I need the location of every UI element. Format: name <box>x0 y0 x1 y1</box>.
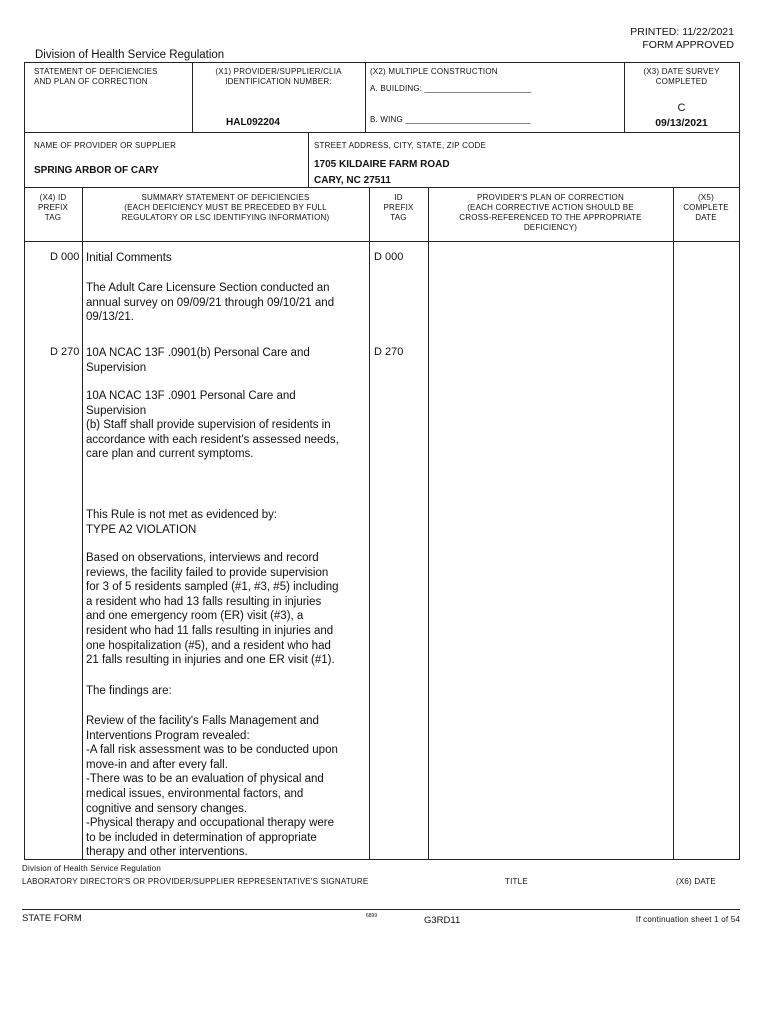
footer-top-border <box>24 859 740 860</box>
findings-summary: Based on observations, interviews and record reviews, the facility failed to provide supervision for 3 of 5 residents sampled (#1, #3, #5) including a resident who had 13 falls resulting in injuries and one emergency room (ER) visit (#3), a resident who had 11 falls resulting in injuries and one hospitalization (#5), and a resident who had 21 falls resulting in injuries and one ER visit (#1). <box>86 552 339 667</box>
survey-date: 09/13/2021 <box>655 117 708 129</box>
survey-code: C <box>677 102 686 114</box>
x3-label: (X3) DATE SURVEY COMPLETED <box>643 67 720 86</box>
rule-heading: 10A NCAC 13F .0901(b) Personal Care and Supervision <box>86 347 310 374</box>
falls-program-paragraph: Review of the facility's Falls Management and Interventions Program revealed: -A fall risk assessment was to be conducted upon move-in and after every fall. -There was to be an evaluation of physical and medical issues, environmental factors, and cognitive and sensory changes. -Physical therapy and occupational therapy were to be included in determination of appropriate therapy and other interventions. <box>86 715 338 859</box>
findings-heading: The findings are: <box>86 685 172 697</box>
signature-label: LABORATORY DIRECTOR'S OR PROVIDER/SUPPLIER REPRESENTATIVE'S SIGNATURE <box>22 877 369 886</box>
x1-label: (X1) PROVIDER/SUPPLIER/CLIA IDENTIFICATION NUMBER: <box>215 67 342 86</box>
form-number: 6899 <box>366 913 378 919</box>
column-divider <box>82 187 83 859</box>
survey-paragraph: The Adult Care Licensure Section conducted an annual survey on 09/09/21 through 09/10/21 and 09/13/21. <box>86 282 335 324</box>
printed-date: PRINTED: 11/22/2021 <box>630 26 734 38</box>
box-left-border <box>24 241 25 859</box>
continuation-label: If continuation sheet 1 of 54 <box>635 915 740 924</box>
address-label: STREET ADDRESS, CITY, STATE, ZIP CODE <box>314 141 487 150</box>
box-right-border <box>739 241 740 859</box>
rule-text: 10A NCAC 13F .0901 Personal Care and Supervision (b) Staff shall provide supervision of residents in accordance with each resident's assessed needs, care plan and current symptoms. <box>86 390 339 461</box>
tag-left-d000: D 000 <box>50 251 80 263</box>
initial-comments-heading: Initial Comments <box>86 252 172 264</box>
state-form-label: STATE FORM <box>22 913 82 924</box>
divider <box>308 132 309 187</box>
footer-bottom-border <box>22 909 740 910</box>
x2-label: (X2) MULTIPLE CONSTRUCTION <box>370 67 498 76</box>
provider-id: HAL092204 <box>226 117 280 128</box>
date-label: (X6) DATE <box>676 877 716 886</box>
plan-header: PROVIDER'S PLAN OF CORRECTION (EACH CORRECTIVE ACTION SHOULD BE CROSS-REFERENCED TO THE APPROPRIATE DEFICIENCY) <box>459 193 642 232</box>
form-status: FORM APPROVED <box>642 39 734 51</box>
column-divider <box>428 187 429 859</box>
divider <box>24 132 740 133</box>
tag-left-d270: D 270 <box>50 346 80 358</box>
violation-paragraph: This Rule is not met as evidenced by: TYPE A2 VIOLATION <box>86 509 278 536</box>
divider <box>24 241 740 242</box>
id-header: ID PREFIX TAG <box>383 193 414 222</box>
summary-header: SUMMARY STATEMENT OF DEFICIENCIES (EACH DEFICIENCY MUST BE PRECEDED BY FULL REGULATORY OR LSC IDENTIFYING INFORMATION) <box>121 193 330 222</box>
division-title: Division of Health Service Regulation <box>35 49 225 61</box>
divider <box>365 62 366 132</box>
provider-address: 1705 KILDAIRE FARM ROAD CARY, NC 27511 <box>314 159 450 186</box>
wing-field: B. WING ___________________________ <box>370 115 531 124</box>
box-right-border <box>739 62 740 242</box>
statement-label: STATEMENT OF DEFICIENCIES AND PLAN OF CORRECTION <box>34 67 158 86</box>
footer-division: Division of Health Service Regulation <box>22 864 162 873</box>
event-id: G3RD11 <box>424 915 461 926</box>
print-header <box>630 26 734 52</box>
tag-right-d270: D 270 <box>374 346 404 358</box>
column-divider <box>673 187 674 859</box>
column-divider <box>369 187 370 859</box>
provider-name: SPRING ARBOR OF CARY <box>34 165 159 176</box>
provider-name-label: NAME OF PROVIDER OR SUPPLIER <box>34 141 177 150</box>
title-label: TITLE <box>505 877 528 886</box>
x5-header: (X5) COMPLETE DATE <box>683 193 729 222</box>
x4-header: (X4) ID PREFIX TAG <box>37 193 69 222</box>
tag-right-d000: D 000 <box>374 251 404 263</box>
box-top-border <box>24 62 740 63</box>
building-field: A. BUILDING: _______________________ <box>370 84 532 93</box>
